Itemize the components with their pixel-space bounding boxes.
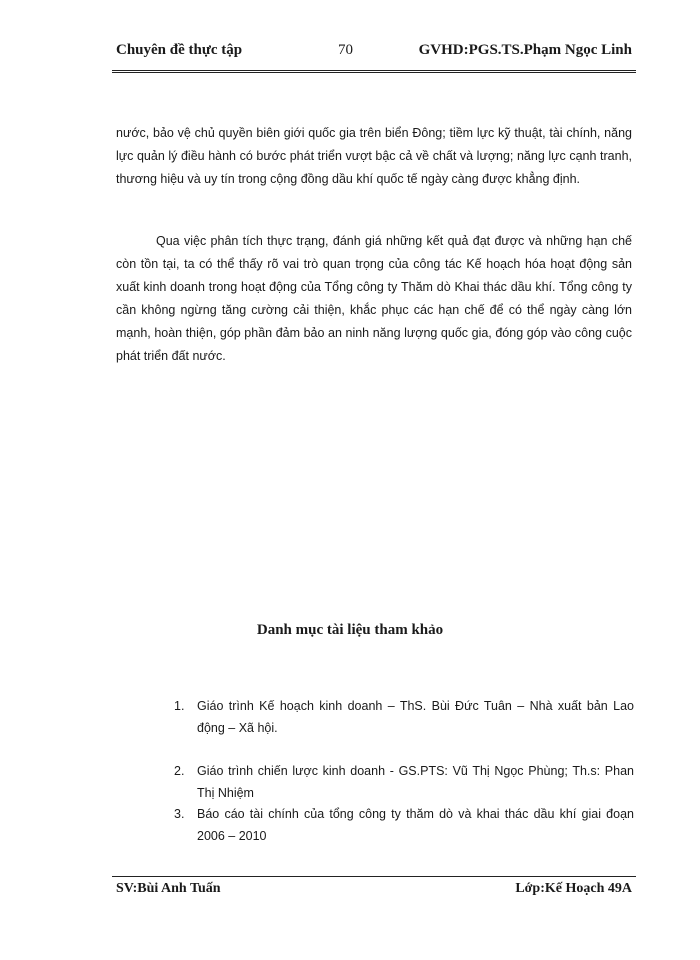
page-footer [112,876,636,896]
reference-number: 3. [174,807,185,821]
body-paragraph-1: nước, bảo vệ chủ quyền biên giới quốc gia trên biển Đông; tiềm lực kỹ thuật, tài chính, năng lực quản lý điều hành có bước phát triển vượt bậc cả về chất và lượng; năng lực cạnh tranh, thương hiệu và uy tín trong cộng đồng dầu khí quốc tế ngày càng được khẳng định. [116,126,632,186]
header-supervisor: GVHD:PGS.TS.Phạm Ngọc Linh [418,42,632,58]
footer-class: Lớp:Kế Hoạch 49A [515,881,632,896]
reference-text: Giáo trình chiến lược kinh doanh - GS.PTS: Vũ Thị Ngọc Phùng; Th.s: Phan Thị Nhiệm [197,764,634,800]
reference-number: 2. [174,764,185,778]
footer-student: SV:Bùi Anh Tuấn [116,881,221,896]
reference-text: Giáo trình Kế hoạch kinh doanh – ThS. Bùi Đức Tuân – Nhà xuất bản Lao động – Xã hội. [197,699,634,735]
reference-item [174,803,634,847]
page-header [112,40,636,73]
page-number: 70 [338,42,353,58]
reference-item [174,760,634,804]
references-title: Danh mục tài liệu tham khảo [256,622,444,638]
reference-number: 1. [174,699,185,713]
reference-item [174,695,634,739]
header-course-title: Chuyên đề thực tập [116,42,243,58]
reference-text: Báo cáo tài chính của tổng công ty thăm dò và khai thác dầu khí giai đoạn 2006 – 2010 [197,807,634,843]
body-paragraph-2: Qua việc phân tích thực trạng, đánh giá những kết quả đạt được và những hạn chế còn tồn tại, ta có thể thấy rõ vai trò quan trọng của công tác Kế hoạch hóa hoạt động sản xuất kinh doanh trong hoạt động của Tổng công ty Thăm dò Khai thác dầu khí. Tổng công ty cần không ngừng tăng cường cải thiện, khắc phục các hạn chế để có thể ngày càng lớn mạnh, hoàn thiện, góp phần đảm bảo an ninh năng lượng quốc gia, đóng góp vào công cuộc phát triển đất nước. [116,234,632,363]
